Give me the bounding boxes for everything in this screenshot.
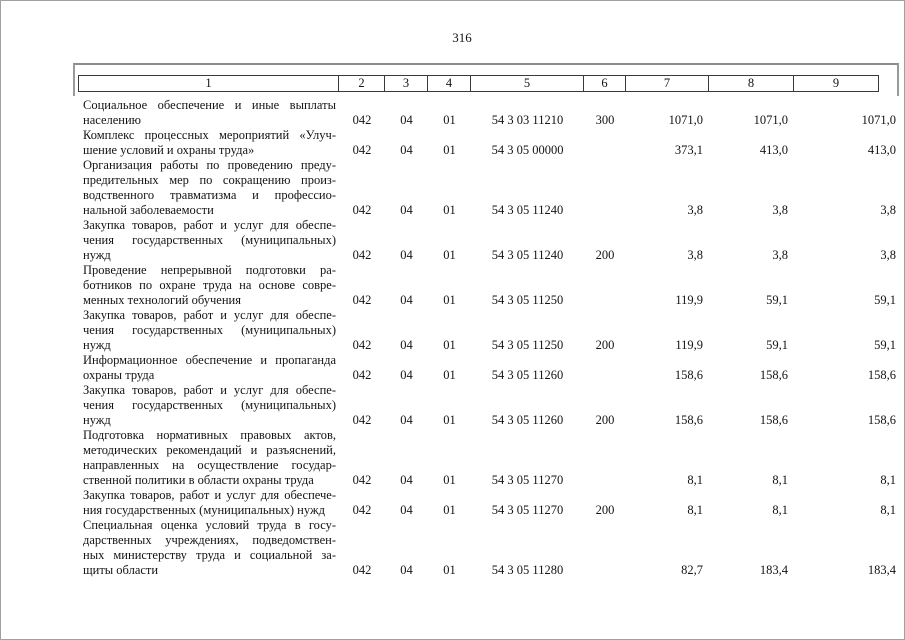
cell-col2: 042: [352, 293, 372, 307]
page-number: 316: [452, 30, 472, 45]
cell-col8: 59,1: [766, 338, 788, 352]
cell-col3: 04: [400, 503, 413, 517]
table-body: [78, 98, 896, 578]
cell-col4: 01: [443, 143, 456, 157]
table-row: [78, 263, 896, 308]
name-line: населению: [83, 113, 141, 127]
cell-col9: 3,8: [880, 248, 896, 262]
table-row: [78, 518, 896, 578]
cell-col4: 01: [443, 338, 456, 352]
cell-col6: 200: [595, 248, 615, 262]
cell-col9: 8,1: [880, 503, 896, 517]
table-row: [78, 98, 896, 128]
table-header-row: [78, 75, 879, 92]
name-line: направленных на осуществление государ-: [83, 458, 336, 472]
cell-col8: 3,8: [772, 248, 788, 262]
cell-col7: 158,6: [674, 413, 703, 427]
cell-col4: 01: [443, 413, 456, 427]
name-line: нужд: [83, 338, 111, 352]
name-line: Закупка товаров, работ и услуг для обеспе-: [83, 308, 336, 322]
cell-col7: 8,1: [687, 473, 703, 487]
cell-col7: 8,1: [687, 503, 703, 517]
cell-col9: 158,6: [867, 368, 896, 382]
cell-name: [78, 128, 339, 158]
table-row: [78, 308, 896, 353]
cell-col8: 1071,0: [753, 113, 788, 127]
cell-col5: 54 3 05 11240: [491, 203, 564, 217]
cell-col3: 04: [400, 563, 413, 577]
cell-col3: 04: [400, 248, 413, 262]
cell-col3: 04: [400, 338, 413, 352]
cell-col4: 01: [443, 503, 456, 517]
cell-col3: 04: [400, 143, 413, 157]
cell-col2: 042: [352, 503, 372, 517]
table-row: [78, 218, 896, 263]
name-line: чения государственных (муниципальных): [83, 233, 336, 247]
cell-col4: 01: [443, 293, 456, 307]
cell-col9: 158,6: [867, 413, 896, 427]
name-line: щиты области: [83, 563, 159, 577]
header-cell-7: 7: [625, 75, 709, 92]
cell-col5: 54 3 05 11260: [491, 413, 564, 427]
cell-col6: 200: [595, 503, 615, 517]
cell-col3: 04: [400, 203, 413, 217]
cell-col8: 158,6: [759, 368, 788, 382]
table-row: [78, 158, 896, 218]
name-line: ния государственных (муниципальных) нужд: [83, 503, 325, 517]
cell-col2: 042: [352, 203, 372, 217]
cell-col2: 042: [352, 563, 372, 577]
cell-col8: 183,4: [759, 563, 788, 577]
cell-col3: 04: [400, 368, 413, 382]
cell-col5: 54 3 05 11250: [491, 338, 564, 352]
cell-col4: 01: [443, 563, 456, 577]
cell-col8: 8,1: [772, 503, 788, 517]
cell-col9: 1071,0: [861, 113, 896, 127]
table-row: [78, 383, 896, 428]
cell-col7: 1071,0: [668, 113, 703, 127]
header-cell-4: 4: [427, 75, 471, 92]
cell-col9: 8,1: [880, 473, 896, 487]
cell-col7: 3,8: [687, 203, 703, 217]
name-line: шение условий и охраны труда»: [83, 143, 255, 157]
table-row: [78, 128, 896, 158]
cell-col8: 59,1: [766, 293, 788, 307]
cell-col6: 200: [595, 413, 615, 427]
name-line: нужд: [83, 413, 111, 427]
name-line: дарственных учреждениях, подведомствен-: [83, 533, 336, 547]
cell-col7: 119,9: [675, 293, 703, 307]
cell-col5: 54 3 05 11270: [491, 473, 564, 487]
cell-col8: 413,0: [759, 143, 788, 157]
cell-col2: 042: [352, 248, 372, 262]
cell-col3: 04: [400, 113, 413, 127]
name-line: ственной политики в области охраны труда: [83, 473, 314, 487]
name-line: водственного травматизма и профессио-: [83, 188, 336, 202]
header-cell-9: 9: [793, 75, 879, 92]
cell-col5: 54 3 05 11260: [491, 368, 564, 382]
cell-col8: 158,6: [759, 413, 788, 427]
cell-col2: 042: [352, 338, 372, 352]
cell-name: [78, 263, 339, 308]
name-line: Специальная оценка условий труда в госу-: [83, 518, 336, 532]
cell-col5: 54 3 05 11280: [491, 563, 564, 577]
name-line: Закупка товаров, работ и услуг для обеспе-: [83, 218, 336, 232]
name-line: методических рекомендаций и разъяснений,: [83, 443, 336, 457]
name-line: Комплекс процессных мероприятий «Улуч-: [83, 128, 336, 142]
cell-col5: 54 3 05 11240: [491, 248, 564, 262]
cell-col4: 01: [443, 248, 456, 262]
header-cell-1: 1: [78, 75, 339, 92]
cell-col9: 413,0: [867, 143, 896, 157]
name-line: чения государственных (муниципальных): [83, 323, 336, 337]
cell-name: [78, 218, 339, 263]
cell-col4: 01: [443, 368, 456, 382]
cell-col4: 01: [443, 473, 456, 487]
cell-col6: 300: [595, 113, 615, 127]
cell-col2: 042: [352, 368, 372, 382]
cell-col6: 200: [595, 338, 615, 352]
cell-name: [78, 98, 339, 128]
cell-name: [78, 383, 339, 428]
cell-col3: 04: [400, 473, 413, 487]
cell-col7: 3,8: [687, 248, 703, 262]
cell-name: [78, 518, 339, 578]
name-line: менных технологий обучения: [83, 293, 241, 307]
header-cell-6: 6: [583, 75, 626, 92]
cell-col3: 04: [400, 293, 413, 307]
cell-col9: 183,4: [867, 563, 896, 577]
header-cell-8: 8: [708, 75, 794, 92]
cell-col4: 01: [443, 113, 456, 127]
header-cell-5: 5: [470, 75, 584, 92]
name-line: охраны труда: [83, 368, 155, 382]
cell-name: [78, 488, 339, 518]
name-line: нужд: [83, 248, 111, 262]
name-line: ных министерству труда и социальной за-: [83, 548, 336, 562]
name-line: Закупка товаров, работ и услуг для обеспе-: [83, 383, 336, 397]
name-line: Закупка товаров, работ и услуг для обеспече-: [83, 488, 336, 502]
cell-col7: 158,6: [674, 368, 703, 382]
name-line: нальной заболеваемости: [83, 203, 214, 217]
cell-col7: 82,7: [681, 563, 703, 577]
cell-col7: 119,9: [675, 338, 703, 352]
cell-col2: 042: [352, 113, 372, 127]
cell-name: [78, 158, 339, 218]
cell-col8: 8,1: [772, 473, 788, 487]
cell-col2: 042: [352, 143, 372, 157]
cell-name: [78, 308, 339, 353]
table-row: [78, 488, 896, 518]
cell-col5: 54 3 05 11250: [491, 293, 564, 307]
cell-col4: 01: [443, 203, 456, 217]
name-line: Организация работы по проведению преду-: [83, 158, 336, 172]
cell-col2: 042: [352, 473, 372, 487]
name-line: Социальное обеспечение и иные выплаты: [83, 98, 336, 112]
header-cell-3: 3: [384, 75, 428, 92]
name-line: Подготовка нормативных правовых актов,: [83, 428, 336, 442]
cell-col9: 3,8: [880, 203, 896, 217]
name-line: Проведение непрерывной подготовки ра-: [83, 263, 336, 277]
name-line: предительных мер по сокращению произ-: [83, 173, 336, 187]
cell-col5: 54 3 05 00000: [491, 143, 564, 157]
cell-col8: 3,8: [772, 203, 788, 217]
cell-col7: 373,1: [674, 143, 703, 157]
cell-name: [78, 428, 339, 488]
cell-col3: 04: [400, 413, 413, 427]
table-row: [78, 353, 896, 383]
cell-col9: 59,1: [874, 338, 896, 352]
name-line: чения государственных (муниципальных): [83, 398, 336, 412]
cell-name: [78, 353, 339, 383]
table-row: [78, 428, 896, 488]
cell-col2: 042: [352, 413, 372, 427]
cell-col5: 54 3 05 11270: [491, 503, 564, 517]
name-line: ботников по охране труда на основе совре-: [83, 278, 336, 292]
cell-col9: 59,1: [874, 293, 896, 307]
header-cell-2: 2: [338, 75, 385, 92]
name-line: Информационное обеспечение и пропаганда: [83, 353, 336, 367]
cell-col5: 54 3 03 11210: [491, 113, 564, 127]
